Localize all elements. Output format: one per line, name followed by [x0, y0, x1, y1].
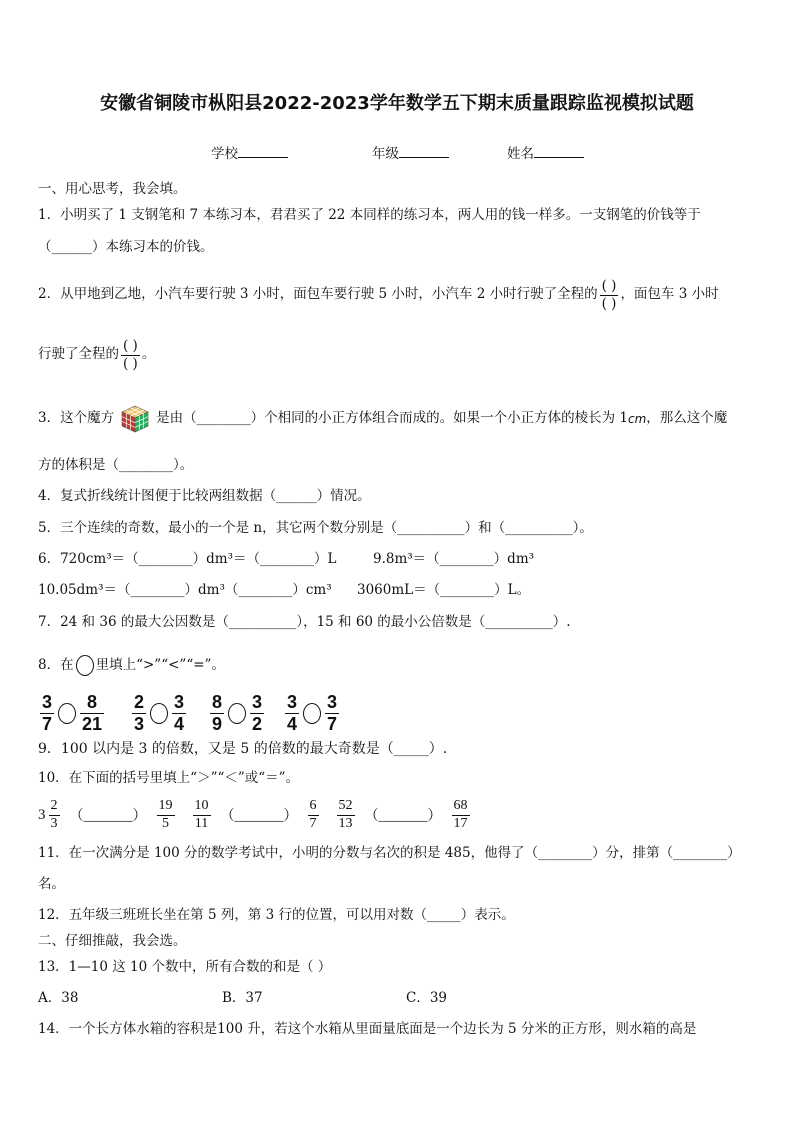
denominator: 17 — [453, 815, 468, 831]
fraction — [325, 693, 339, 734]
denominator: 21 — [82, 713, 103, 734]
q2-fraction-blank-2 — [121, 339, 140, 370]
q8-compare-3 — [208, 693, 266, 734]
numerator: 3 — [327, 692, 338, 712]
q10-instruction: 10．在下面的括号里填上“＞”“＜”或“＝”。 — [38, 770, 300, 786]
q13: 13．1—10 这 10 个数中，所有合数的和是（ ） — [38, 959, 332, 975]
q11-line2: 名。 — [38, 876, 65, 892]
rubiks-cube-image — [120, 404, 150, 434]
q3-unit: cm — [627, 412, 647, 426]
name-field — [507, 142, 584, 162]
grade-label: 年级 — [372, 146, 399, 162]
denominator: 4 — [287, 713, 298, 734]
school-label: 学校 — [211, 146, 238, 162]
denominator: 7 — [42, 713, 53, 734]
q8-compare-4 — [283, 693, 341, 734]
q2-fraction-blank-1 — [600, 279, 619, 310]
page-title: 安徽省铜陵市枞阳县2022-2023学年数学五下期末质量跟踪监视模拟试题 — [100, 93, 694, 114]
numerator: 6 — [309, 798, 317, 813]
denominator: 3 — [50, 815, 58, 831]
q2-blank-denominator-1: ( ) — [601, 295, 617, 312]
name-blank — [534, 146, 584, 158]
numerator: 52 — [338, 798, 353, 813]
grade-blank — [399, 146, 449, 158]
q11-line1: 11．在一次满分是 100 分的数学考试中，小明的分数与名次的积是 485，他得了（________）分，排第（________） — [38, 845, 741, 861]
mixed-number — [38, 799, 62, 831]
denominator: 3 — [134, 713, 145, 734]
q2-blank-numerator-1: ( ) — [601, 278, 617, 295]
numerator: 3 — [42, 692, 53, 712]
fraction — [157, 799, 175, 831]
q2-blank-numerator-2: ( ) — [123, 338, 138, 355]
answer-blank: （_______） — [69, 809, 147, 825]
denominator: 2 — [252, 713, 263, 734]
q6-part-b: 9.8m³＝（________）dm³ — [373, 551, 535, 567]
numerator: 8 — [212, 692, 223, 712]
numerator: 10 — [194, 798, 209, 813]
answer-blank: （_______） — [220, 809, 298, 825]
fraction — [49, 799, 60, 831]
fraction — [285, 693, 299, 734]
compare-circle-icon — [303, 703, 321, 724]
q8-text-b: 里填上“>”“<”“=”。 — [95, 656, 225, 673]
denominator: 7 — [309, 815, 317, 831]
q13-option-c: C．39 — [406, 990, 448, 1006]
fraction — [250, 693, 264, 734]
school-field — [211, 142, 288, 162]
q8-compare-2 — [130, 693, 188, 734]
numerator: 2 — [50, 798, 58, 813]
fraction — [80, 693, 104, 734]
q12: 12．五年级三班班长坐在第 5 列，第 3 行的位置，可以用对数（_____）表示。 — [38, 907, 515, 923]
fraction — [308, 799, 319, 831]
section2-heading: 二、仔细推敲，我会选。 — [38, 933, 187, 949]
numerator: 2 — [134, 692, 145, 712]
q3-line1 — [38, 403, 727, 435]
numerator: 8 — [87, 692, 98, 712]
q8-text-a: 8．在 — [38, 656, 74, 673]
q6-part-a: 6．720cm³＝（________）dm³＝（________）L — [38, 551, 337, 567]
q8-compare-1 — [38, 693, 106, 734]
q13-option-a: A．38 — [38, 990, 79, 1006]
whole-part: 3 — [38, 806, 46, 823]
q2-text-d: 。 — [141, 346, 156, 363]
numerator: 19 — [158, 798, 173, 813]
denominator: 7 — [327, 713, 338, 734]
q3-line2: 方的体积是（________）。 — [38, 457, 194, 473]
denominator: 9 — [212, 713, 223, 734]
fraction — [337, 799, 355, 831]
grade-field — [372, 142, 449, 162]
fraction — [132, 693, 146, 734]
q2-text-b: ，面包车 3 小时 — [620, 286, 719, 303]
q6-part-c: 10.05dm³＝（________）dm³（________）cm³ — [38, 582, 332, 598]
compare-circle-icon — [58, 703, 76, 724]
q8-instruction — [38, 655, 225, 676]
compare-circle-icon — [76, 655, 94, 676]
fraction — [40, 693, 54, 734]
fraction — [193, 799, 211, 831]
numerator: 3 — [252, 692, 263, 712]
q2-blank-denominator-2: ( ) — [123, 355, 138, 372]
denominator: 13 — [338, 815, 353, 831]
numerator: 3 — [287, 692, 298, 712]
numerator: 68 — [453, 798, 468, 813]
q3-text-a: 3．这个魔方 — [38, 410, 115, 427]
q4: 4．复式折线统计图便于比较两组数据（______）情况。 — [38, 488, 371, 504]
q9: 9．100 以内是 3 的倍数，又是 5 的倍数的最大奇数是（_____）. — [38, 741, 448, 757]
fraction — [172, 693, 186, 734]
denominator: 11 — [194, 815, 209, 831]
q5: 5．三个连续的奇数，最小的一个是 n，其它两个数分别是（__________）和（__________）。 — [38, 520, 593, 536]
q13-option-b: B．37 — [222, 990, 263, 1006]
q6-part-d: 3060mL＝（________）L。 — [357, 582, 531, 598]
q2-text-a: 2．从甲地到乙地，小汽车要行驶 3 小时，面包车要行驶 5 小时，小汽车 2 小时行驶了全程的 — [38, 286, 598, 303]
name-label: 姓名 — [507, 146, 534, 162]
answer-blank: （_______） — [364, 809, 442, 825]
compare-circle-icon — [228, 703, 246, 724]
fraction — [452, 799, 470, 831]
q3-text-c: ，那么这个魔 — [646, 410, 728, 427]
q14: 14．一个长方体水箱的容积是100 升，若这个水箱从里面量底面是一个边长为 5 分米的正方形，则水箱的高是 — [38, 1021, 697, 1037]
q1-line2: （______）本练习本的价钱。 — [38, 239, 214, 255]
denominator: 4 — [174, 713, 185, 734]
denominator: 5 — [162, 815, 169, 831]
section1-heading: 一、用心思考，我会填。 — [38, 181, 187, 197]
q2-line2 — [38, 340, 155, 370]
q2-line1 — [38, 280, 719, 310]
compare-circle-icon — [150, 703, 168, 724]
q3-text-b: 是由（________）个相同的小正方体组合而成的。如果一个小正方体的棱长为 1 — [156, 410, 628, 427]
q1-line1: 1．小明买了 1 支钢笔和 7 本练习本，君君买了 22 本同样的练习本，两人用的钱一样多。一支钢笔的价钱等于 — [38, 207, 701, 223]
school-blank — [238, 146, 288, 158]
numerator: 3 — [174, 692, 185, 712]
fraction — [210, 693, 224, 734]
q10-compare-row — [38, 799, 472, 831]
q2-text-c: 行驶了全程的 — [38, 346, 119, 363]
q7: 7．24 和 36 的最大公因数是（__________），15 和 60 的最小公倍数是（__________）. — [38, 614, 571, 630]
